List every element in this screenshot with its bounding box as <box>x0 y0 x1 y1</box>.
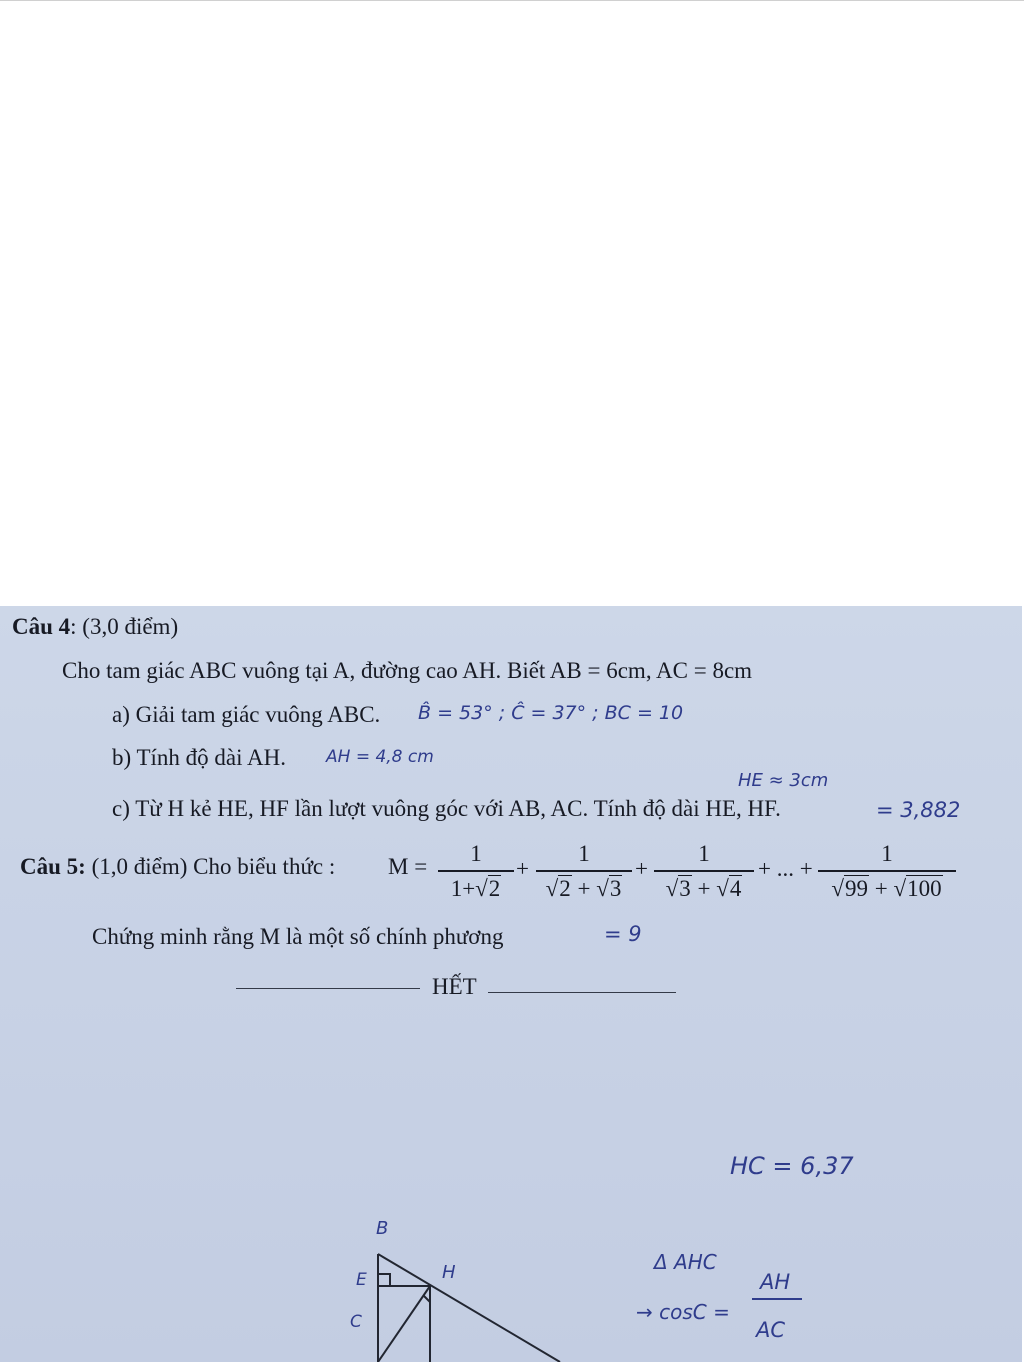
blank-area <box>0 0 1024 607</box>
handwritten-he-note: HE ≈ 3cm <box>738 770 829 791</box>
sketch-line-bc <box>378 1254 560 1362</box>
sqrt: √4 <box>716 876 742 901</box>
question-5-label: Câu 5: <box>20 854 86 879</box>
question-5-prove: Chứng minh rằng M là một số chính phương <box>92 924 504 949</box>
sketch-label-e: E <box>356 1270 367 1290</box>
fraction-4-numerator: 1 <box>881 841 893 866</box>
question-4b: b) Tính độ dài AH. <box>112 745 286 770</box>
ellipsis-sum: + ... + <box>758 856 813 881</box>
sqrt: √3 <box>665 876 691 901</box>
question-4a: a) Giải tam giác vuông ABC. <box>112 702 381 727</box>
radicand: 2 <box>559 876 571 901</box>
sketch-label-c: C <box>350 1312 362 1332</box>
handwritten-hc: HC = 6,37 <box>730 1152 854 1180</box>
radicand: 3 <box>609 876 622 901</box>
radicand: 3 <box>679 876 691 901</box>
question-4-label: Câu 4 <box>12 614 71 639</box>
m-equals: M = <box>388 854 428 879</box>
handwritten-answer-a: B̂ = 53° ; Ĉ = 37° ; BC = 10 <box>418 702 684 724</box>
sqrt: √3 <box>596 876 622 901</box>
end-text: HẾT <box>432 974 477 999</box>
sketch-label-h: H <box>442 1262 456 1283</box>
sqrt: √2 <box>475 876 501 901</box>
question-4c: c) Từ H kẻ HE, HF lần lượt vuông góc với AB, AC. Tính độ dài HE, HF. <box>112 796 781 821</box>
sketch-right-angle-e <box>378 1274 390 1286</box>
sketch-line-ah <box>378 1286 430 1362</box>
sqrt: √2 <box>545 876 571 901</box>
radicand: 2 <box>488 876 501 901</box>
handwritten-cos-c: → cosC = <box>636 1300 730 1324</box>
question-4-points: : (3,0 điểm) <box>70 614 179 639</box>
fraction-1-numerator: 1 <box>470 841 482 866</box>
handwritten-frac-num: AH <box>760 1270 791 1294</box>
plus-sign: + <box>516 856 529 881</box>
sqrt: √100 <box>893 876 942 901</box>
handwritten-answer-m: = 9 <box>604 922 642 946</box>
handwritten-frac-den: AC <box>756 1318 786 1342</box>
exam-paper <box>0 606 1022 1362</box>
den-plus: + <box>577 876 591 901</box>
radicand: 100 <box>907 876 942 901</box>
triangle-sketch <box>0 606 1022 1362</box>
fraction-2-numerator: 1 <box>578 841 590 866</box>
radicand: 4 <box>729 876 742 901</box>
sketch-label-b: B <box>376 1218 389 1239</box>
plus-sign: + <box>635 856 648 881</box>
den-plus: + <box>697 876 711 901</box>
den-term: 1+ <box>450 876 476 901</box>
den-plus: + <box>874 876 888 901</box>
radicand: 99 <box>845 876 868 901</box>
fraction-3-numerator: 1 <box>698 841 710 866</box>
question-5-intro: (1,0 điểm) Cho biểu thức : <box>85 854 336 879</box>
handwritten-answer-hf: = 3,882 <box>876 798 961 822</box>
handwritten-answer-b: AH = 4,8 cm <box>326 747 434 767</box>
question-4-intro: Cho tam giác ABC vuông tại A, đường cao AH. Biết AB = 6cm, AC = 8cm <box>62 658 753 683</box>
handwritten-triangle-ahc: Δ AHC <box>654 1250 717 1274</box>
sqrt: √99 <box>831 876 868 901</box>
